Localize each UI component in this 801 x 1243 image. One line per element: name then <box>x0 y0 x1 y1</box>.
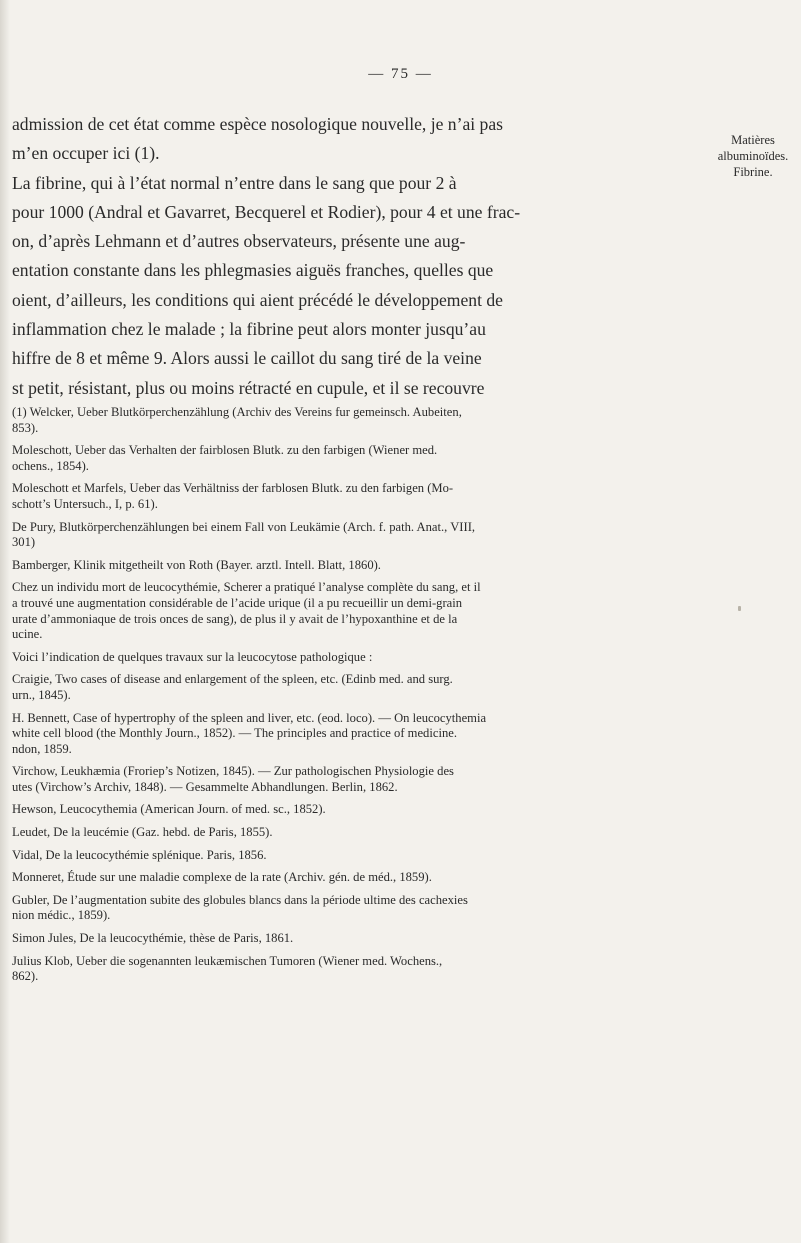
footnote-line: Leudet, De la leucémie (Gaz. hebd. de Paris, 1855). <box>12 825 273 840</box>
body-paragraphs <box>12 110 672 403</box>
footnote-line: 301) <box>12 535 36 550</box>
body-line: oient, d’ailleurs, les conditions qui aient précédé le développement de <box>12 289 503 310</box>
footnote <box>12 520 692 551</box>
footnote-line: urate d’ammoniaque de trois onces de sang), de plus il y avait de l’hypoxanthine et de la <box>12 611 458 626</box>
footnote <box>12 481 692 512</box>
footnotes <box>12 405 692 992</box>
margin-note-line: Fibrine. <box>733 165 773 179</box>
footnote <box>12 848 692 864</box>
footnote <box>12 405 692 436</box>
footnote-line: urn., 1845). <box>12 687 71 702</box>
footnote <box>12 931 692 947</box>
body-line: pour 1000 (Andral et Gavarret, Becquerel et Rodier), pour 4 et une frac- <box>12 201 521 222</box>
footnote-line: schott’s Untersuch., I, p. 61). <box>12 496 158 511</box>
footnote-line: a trouvé une augmentation considérable de l’acide urique (il a pu recueillir un demi-grain <box>12 595 463 610</box>
footnote-line: Craigie, Two cases of disease and enlargement of the spleen, etc. (Edinb med. and surg. <box>12 672 453 687</box>
footnote <box>12 711 692 758</box>
body-line: inflammation chez le malade ; la fibrine peut alors monter jusqu’au <box>12 319 486 340</box>
footnote-line: Chez un individu mort de leucocythémie, Scherer a pratiqué l’analyse complète du sang, et il <box>12 580 481 595</box>
footnote <box>12 764 692 795</box>
body-line: m’en occuper ici (1). <box>12 143 160 164</box>
footnote <box>12 893 692 924</box>
footnote <box>12 870 692 886</box>
footnote <box>12 672 692 703</box>
body-line: entation constante dans les phlegmasies aiguës franches, quelles que <box>12 260 494 281</box>
paper-speck <box>738 606 741 611</box>
body-line: on, d’après Lehmann et d’autres observateurs, présente une aug- <box>12 231 466 252</box>
footnote-line: ndon, 1859. <box>12 741 72 756</box>
page-gutter-shadow <box>0 0 10 1243</box>
footnote-line: (1) Welcker, Ueber Blutkörperchenzählung (Archiv des Vereins fur gemeinsch. Aubeiten, <box>12 405 462 419</box>
footnote-line: white cell blood (the Monthly Journ., 1852). — The principles and practice of medicine. <box>12 726 457 741</box>
body-line: La fibrine, qui à l’état normal n’entre dans le sang que pour 2 à <box>12 172 457 193</box>
footnote-line: Voici l’indication de quelques travaux sur la leucocytose pathologique : <box>12 649 373 664</box>
margin-note-line: albuminoïdes. <box>717 149 789 163</box>
footnote <box>12 650 692 666</box>
footnote-line: Bamberger, Klinik mitgetheilt von Roth (Bayer. arztl. Intell. Blatt, 1860). <box>12 557 381 572</box>
footnote <box>12 558 692 574</box>
footnote-line: Hewson, Leucocythemia (American Journ. of med. sc., 1852). <box>12 802 326 817</box>
footnote-line: Gubler, De l’augmentation subite des globules blancs dans la période ultime des cachexies <box>12 892 468 907</box>
footnote <box>12 580 692 642</box>
footnote <box>12 443 692 474</box>
body-line: hiffre de 8 et même 9. Alors aussi le caillot du sang tiré de la veine <box>12 348 482 369</box>
footnote-line: 853). <box>12 420 39 435</box>
margin-note-line: Matières <box>731 133 775 147</box>
margin-note <box>708 132 798 180</box>
footnote-line: De Pury, Blutkörperchenzählungen bei einem Fall von Leukämie (Arch. f. path. Anat., VIII, <box>12 519 476 534</box>
footnote-line: nion médic., 1859). <box>12 908 111 923</box>
footnote-line: ochens., 1854). <box>12 458 89 473</box>
footnote-line: Moleschott, Ueber das Verhalten der fairblosen Blutk. zu den farbigen (Wiener med. <box>12 443 438 458</box>
footnote-line: Virchow, Leukhæmia (Froriep’s Notizen, 1845). — Zur pathologischen Physiologie des <box>12 764 454 779</box>
footnote-line: Julius Klob, Ueber die sogenannten leukæmischen Tumoren (Wiener med. Wochens., <box>12 953 443 968</box>
footnote-line: utes (Virchow’s Archiv, 1848). — Gesammelte Abhandlungen. Berlin, 1862. <box>12 779 398 794</box>
footnote-line: H. Bennett, Case of hypertrophy of the spleen and liver, etc. (eod. loco). — On leucocythemia <box>12 710 487 725</box>
footnote-line: Vidal, De la leucocythémie splénique. Paris, 1856. <box>12 847 267 862</box>
body-line: st petit, résistant, plus ou moins rétracté en cupule, et il se recouvre <box>12 377 485 398</box>
footnote-line: ucine. <box>12 627 43 642</box>
footnote-line: Simon Jules, De la leucocythémie, thèse de Paris, 1861. <box>12 931 294 946</box>
body-line: admission de cet état comme espèce nosologique nouvelle, je n’ai pas <box>12 114 504 134</box>
footnote-line: 862). <box>12 969 39 984</box>
footnote <box>12 825 692 841</box>
footnote <box>12 802 692 818</box>
footnote <box>12 954 692 985</box>
footnote-line: Moleschott et Marfels, Ueber das Verhältniss der farblosen Blutk. zu den farbigen (Mo- <box>12 481 454 496</box>
page-number: — 75 — <box>368 66 433 82</box>
footnote-line: Monneret, Étude sur une maladie complexe de la rate (Archiv. gén. de méd., 1859). <box>12 870 432 885</box>
